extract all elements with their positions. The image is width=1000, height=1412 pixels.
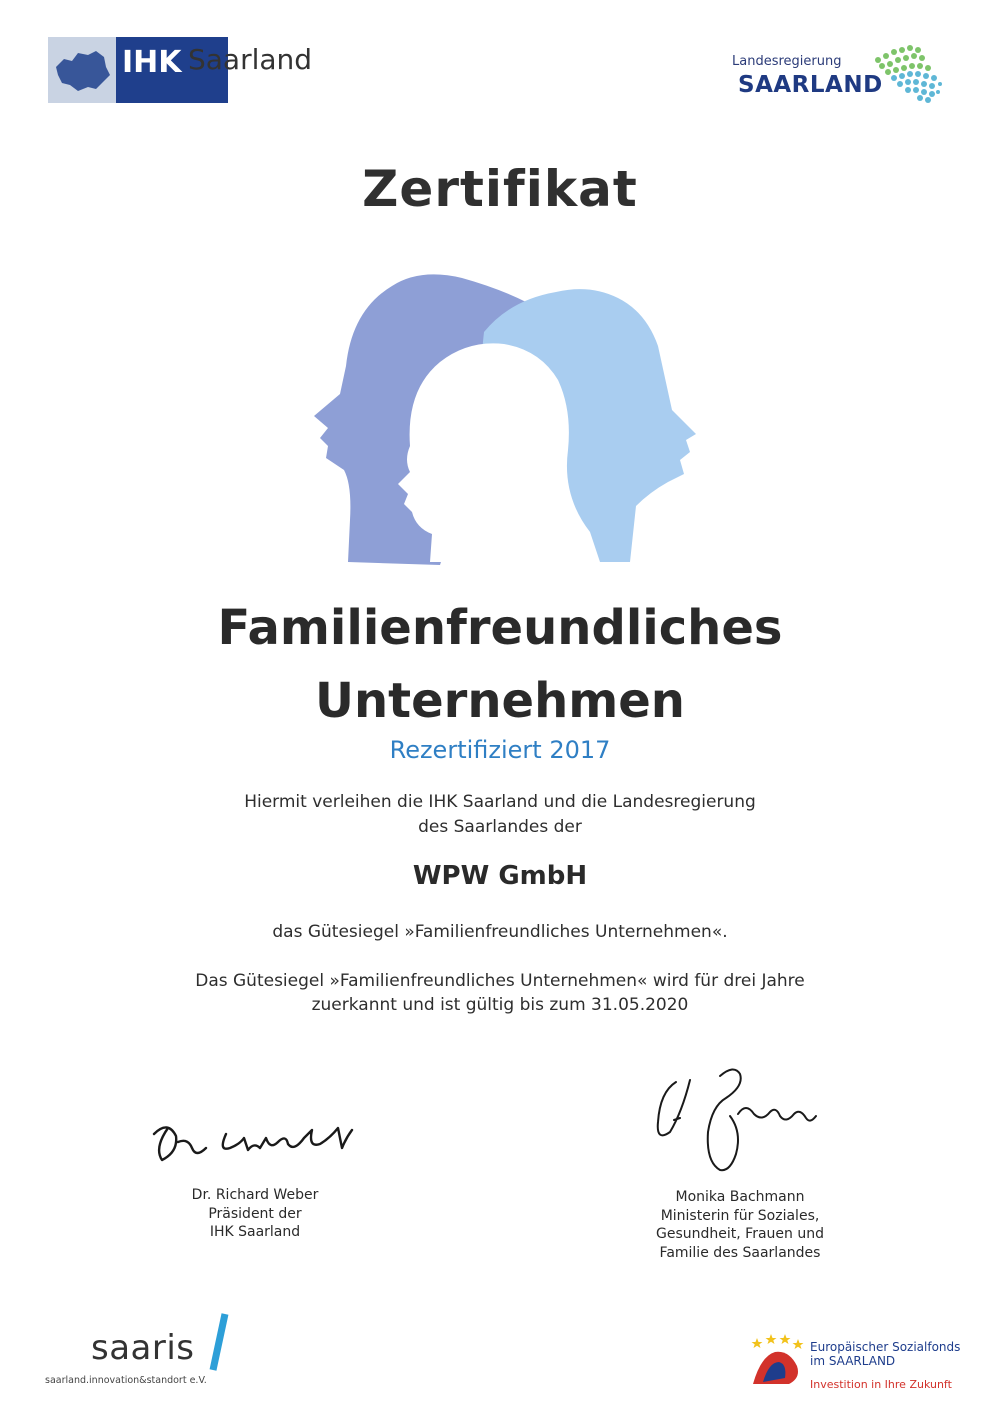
signatory-right-role-1: Ministerin für Soziales, (660, 1207, 820, 1224)
saarland-map-icon (48, 37, 116, 103)
heading-line-2: Unternehmen (315, 673, 685, 729)
validity-line-2: zuerkannt und ist gültig bis zum 31.05.2020 (311, 995, 689, 1015)
intro-line-1: Hiermit verleihen die IHK Saarland und die Landesregierung (244, 792, 756, 812)
certificate-title: Zertifikat (362, 160, 638, 218)
recertified-label: Rezertifiziert 2017 (389, 736, 611, 764)
signatory-left-name: Dr. Richard Weber (191, 1187, 319, 1203)
signatory-right (610, 1188, 870, 1262)
signature-left (148, 1108, 358, 1172)
esf-logo (745, 1332, 965, 1392)
family-faces-graphic (300, 270, 720, 569)
saaris-logo (45, 1312, 285, 1392)
company-name: WPW GmbH (412, 861, 588, 891)
signatory-left-role-2: IHK Saarland (209, 1224, 301, 1240)
landesregierung-small-label: Landesregierung (732, 54, 842, 69)
validity-line-1: Das Gütesiegel »Familienfreundliches Unternehmen« wird für drei Jahre (195, 971, 805, 991)
signatory-right-name: Monika Bachmann (675, 1189, 805, 1205)
landesregierung-big-label: SAARLAND (738, 72, 883, 98)
esf-emblem-icon (745, 1332, 807, 1390)
signature-right (650, 1062, 820, 1181)
esf-line-1: Europäischer Sozialfonds (810, 1340, 961, 1354)
signatory-right-role-2: Gesundheit, Frauen und (656, 1226, 824, 1242)
saaris-wordmark: saaris (91, 1328, 195, 1368)
signatory-left-role-1: Präsident der (208, 1205, 302, 1222)
esf-slogan: Investition in Ihre Zukunft (810, 1378, 952, 1391)
ihk-saarland-logo (48, 37, 313, 103)
ihk-region: Saarland (188, 43, 313, 76)
esf-line-2: im SAARLAND (810, 1354, 896, 1368)
landesregierung-logo (728, 40, 958, 110)
ihk-word: IHK (122, 45, 182, 80)
saaris-slash-icon (203, 1312, 233, 1374)
seal-line: das Gütesiegel »Familienfreundliches Unternehmen«. (272, 922, 728, 942)
signatory-right-role-3: Familie des Saarlandes (659, 1244, 821, 1261)
saaris-tagline: saarland.innovation&standort e.V. (45, 1375, 207, 1386)
saarland-dot-map-icon (868, 40, 948, 110)
signatory-left (130, 1186, 380, 1242)
heading-line-1: Familienfreundliches (217, 600, 783, 656)
intro-line-2: des Saarlandes der (418, 817, 582, 837)
